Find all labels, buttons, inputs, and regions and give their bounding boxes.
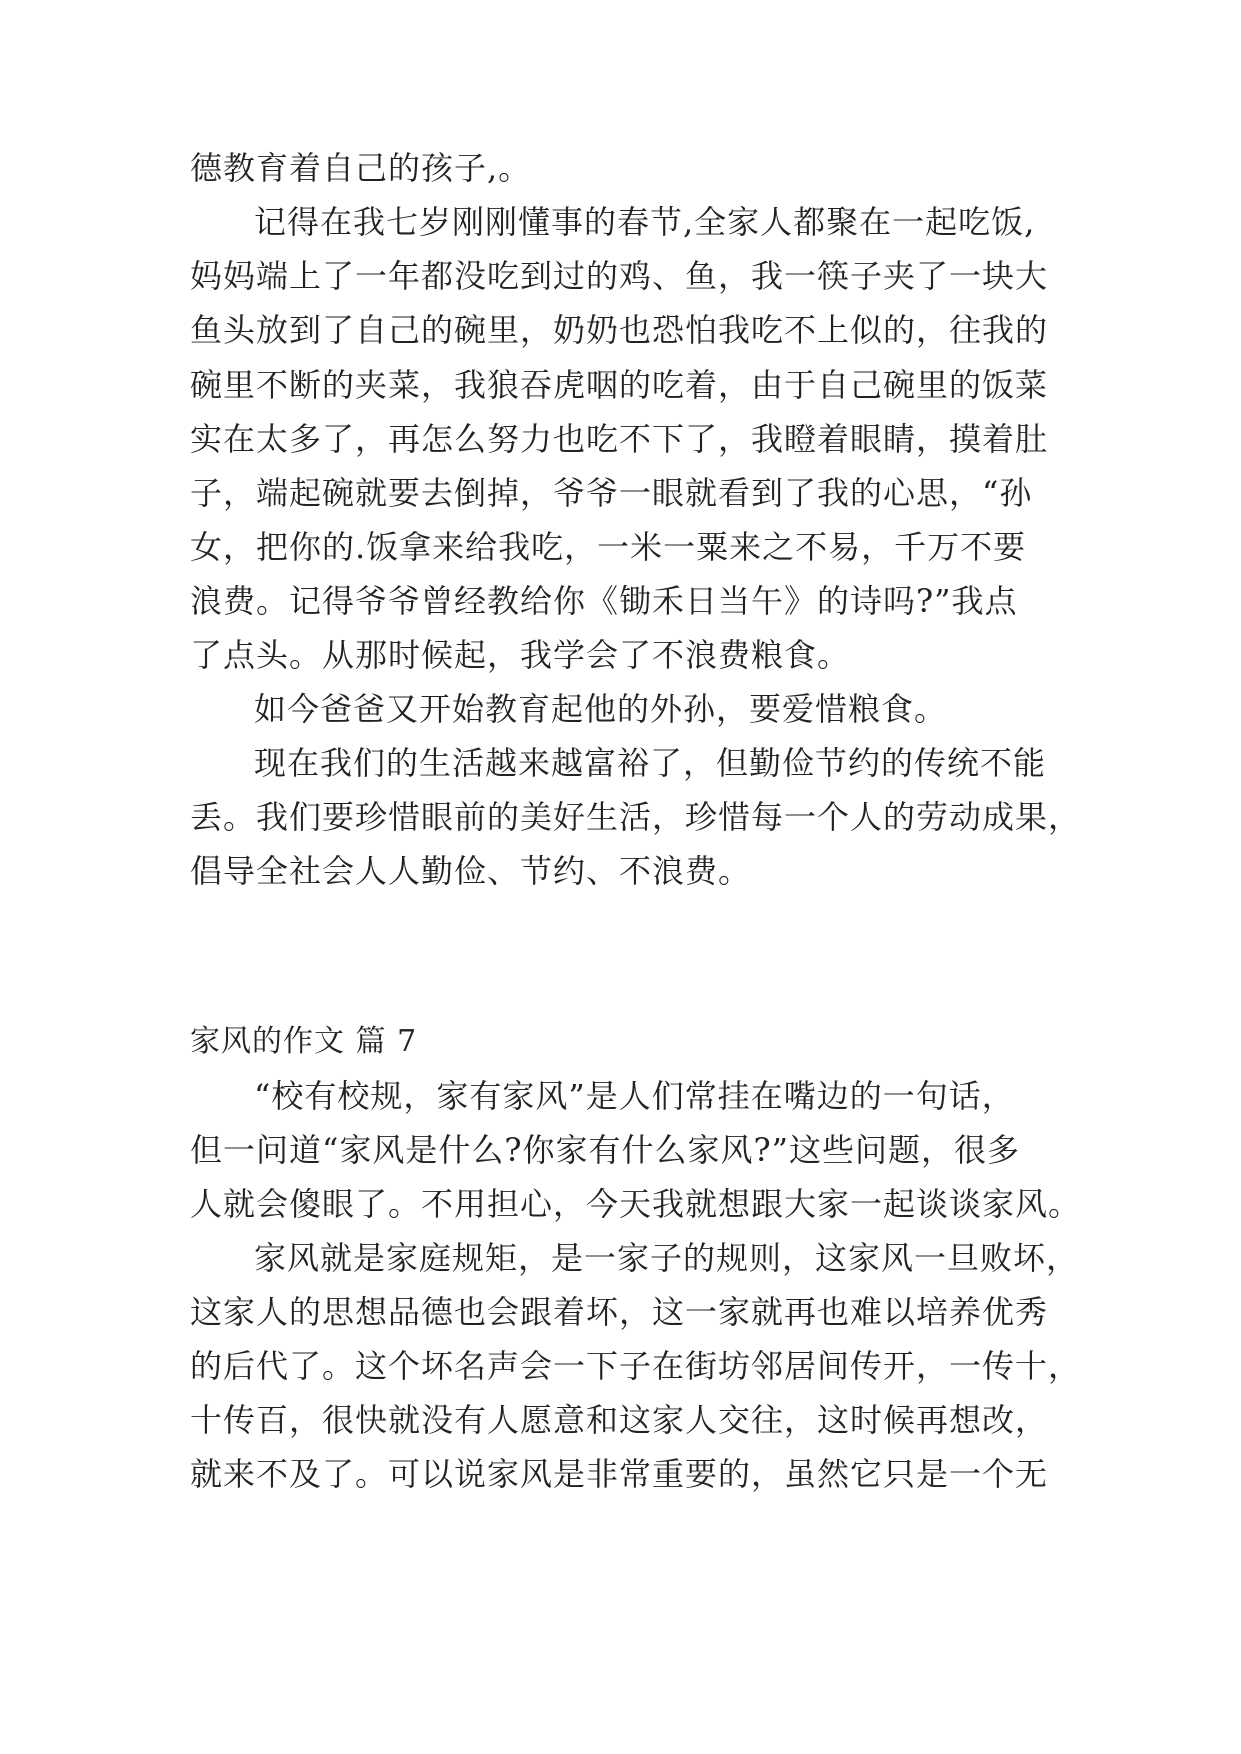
text-line-17: 但一问道“家风是什么?你家有什么家风?”这些问题，很多	[190, 1131, 1021, 1169]
text-line-2: 记得在我七岁刚刚懂事的春节,全家人都聚在一起吃饭,	[254, 203, 1036, 241]
text-line-5: 碗里不断的夹菜，我狼吞虎咽的吃着，由于自己碗里的饭菜	[190, 366, 1049, 404]
text-line-12: 现在我们的生活越来越富裕了，但勤俭节约的传统不能	[254, 744, 1047, 782]
text-line-1: 德教育着自己的孩子,。	[190, 149, 532, 187]
text-line-9: 浪费。记得爷爷曾经教给你《锄禾日当午》的诗吗?”我点	[190, 582, 1018, 620]
text-line-23: 就来不及了。可以说家风是非常重要的，虽然它只是一个无	[190, 1455, 1049, 1493]
text-line-13: 丢。我们要珍惜眼前的美好生活，珍惜每一个人的劳动成果，	[190, 798, 1082, 836]
section-heading: 家风的作文 篇 7	[190, 1024, 418, 1059]
text-line-7: 子，端起碗就要去倒掉，爷爷一眼就看到了我的心思，“孙	[190, 474, 1033, 512]
text-line-4: 鱼头放到了自己的碗里，奶奶也恐怕我吃不上似的，往我的	[190, 311, 1049, 349]
text-line-3: 妈妈端上了一年都没吃到过的鸡、鱼，我一筷子夹了一块大	[190, 257, 1049, 295]
text-line-10: 了点头。从那时候起，我学会了不浪费粮食。	[190, 636, 851, 674]
text-line-19: 家风就是家庭规矩，是一家子的规则，这家风一旦败坏，	[254, 1239, 1080, 1277]
text-line-6: 实在太多了，再怎么努力也吃不下了，我瞪着眼睛，摸着肚	[190, 420, 1049, 458]
text-line-14: 倡导全社会人人勤俭、节约、不浪费。	[190, 852, 752, 890]
text-line-18: 人就会傻眼了。不用担心，今天我就想跟大家一起谈谈家风。	[190, 1185, 1082, 1223]
text-line-21: 的后代了。这个坏名声会一下子在街坊邻居间传开，一传十，	[190, 1347, 1082, 1385]
text-line-20: 这家人的思想品德也会跟着坏，这一家就再也难以培养优秀	[190, 1293, 1049, 1331]
text-line-8: 女，把你的.饭拿来给我吃，一米一粟来之不易，千万不要	[190, 528, 1027, 566]
text-line-22: 十传百，很快就没有人愿意和这家人交往，这时候再想改，	[190, 1401, 1049, 1439]
text-line-16: “校有校规，家有家风”是人们常挂在嘴边的一句话，	[254, 1077, 1015, 1115]
text-line-11: 如今爸爸又开始教育起他的外孙，要爱惜粮食。	[254, 690, 948, 728]
